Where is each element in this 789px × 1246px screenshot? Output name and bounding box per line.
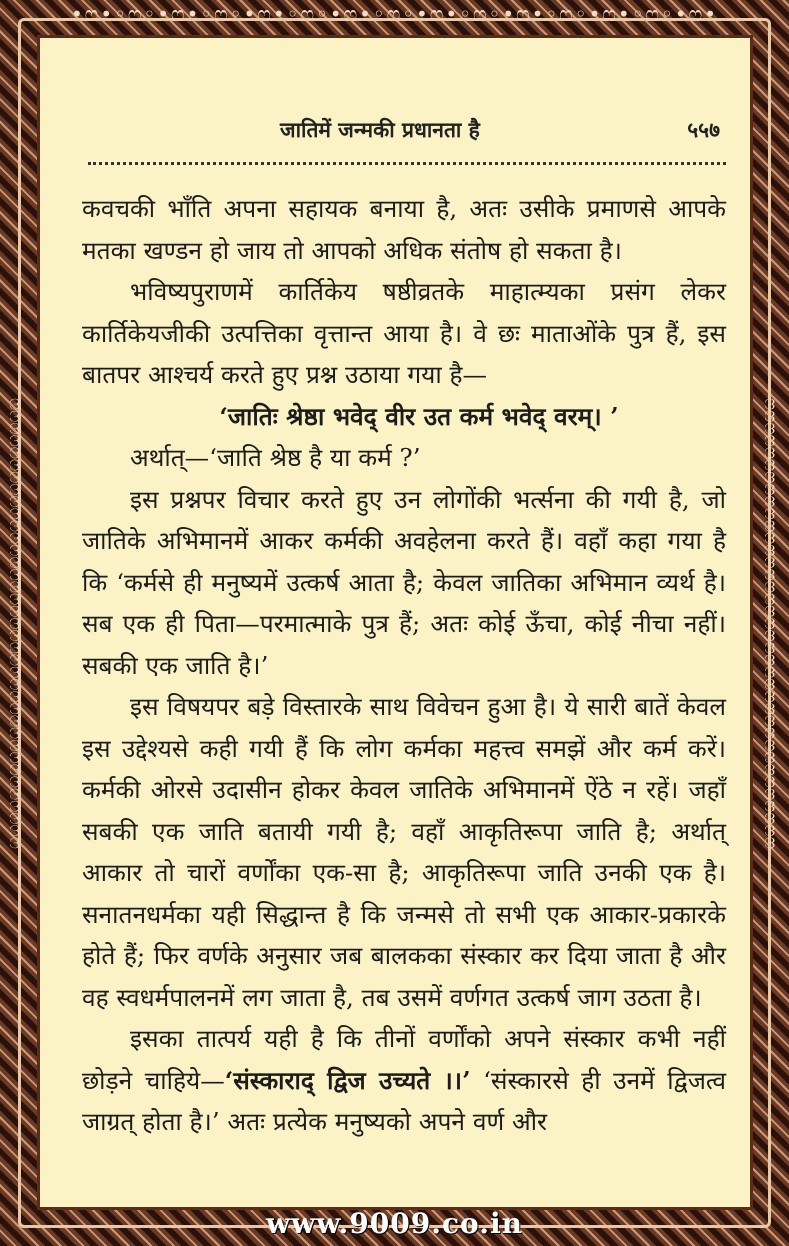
header-divider bbox=[88, 162, 726, 171]
page-header bbox=[40, 116, 750, 146]
quoted-verse: ‘संस्काराद् द्विज उच्यते ।।’ bbox=[224, 1065, 471, 1095]
top-ornament: •ෆ•◦ෆ◦•ෆ•◦ෆ◦•ෆ•◦ෆ◦•ෆ•◦ෆ◦•ෆ•◦ෆ◦•ෆ•◦ෆ◦•ෆ•◦ෆ◦•ෆ• bbox=[70, 2, 718, 26]
paragraph-text: ‘संस्कारसे ही उनमें द्विजत्व जाग्रत् होता है।’ अतः प्रत्येक मनुष्यको अपने वर्ण और bbox=[82, 1065, 727, 1136]
page-body bbox=[82, 188, 726, 1143]
page-number: ५५७ bbox=[687, 117, 720, 142]
paragraph bbox=[82, 1018, 726, 1143]
paragraph: भविष्यपुराणमें कार्तिकेय षष्ठीव्रतके माहात्म्यका प्रसंग लेकर कार्तिकेयजीकी उत्पत्तिका वृत्तान्त आया है। वे छः माताओंके पुत्र हैं, इस बातपर आश्चर्य करते हुए प्रश्न उठाया गया है— bbox=[82, 277, 726, 389]
book-page bbox=[37, 35, 753, 1210]
sanskrit-verse: ‘जातिः श्रेष्ठा भवेद् वीर उत कर्म भवेद् वरम्। ’ bbox=[219, 401, 619, 431]
page-title: जातिमें जन्मकी प्रधानता है bbox=[280, 117, 480, 142]
paragraph: अर्थात्—‘जाति श्रेष्ठ है या कर्म ?’ bbox=[130, 443, 421, 472]
website-url[interactable]: www.9009.co.in bbox=[266, 1207, 523, 1240]
paragraph: इस विषयपर बड़े विस्तारके साथ विवेचन हुआ है। ये सारी बातें केवल इस उद्देश्यसे कही गयी हैं कि लोग कर्मका महत्त्व समझें और कर्म करें। कर्मकी ओरसे उदासीन होकर केवल जातिके अभिमानमें ऐंठे न रहें। जहाँ सबकी एक जाति बतायी गयी है; वहाँ आकृतिरूपा जाति है; अर्थात् आकार तो चारों वर्णोंका एक-सा है; आकृतिरूपा जाति उनकी एक है। सनातनधर्मका यही सिद्धान्त है कि जन्मसे तो सभी एक आकार-प्रकारके होते हैं; फिर वर्णके अनुसार जब बालकका संस्कार कर दिया जाता है और वह स्वधर्मपालनमें लग जाता है, तब उसमें वर्णगत उत्कर्ष जाग उठता है। bbox=[82, 692, 726, 1012]
paragraph-text: इसका तात्पर्य यही है कि तीनों वर्णोंको अपने संस्कार कभी नहीं छोड़ने चाहिये— bbox=[82, 1024, 726, 1095]
paragraph: इस प्रश्नपर विचार करते हुए उन लोगोंकी भर्त्सना की गयी है, जो जातिके अभिमानमें आकर कर्मकी अवहेलना करते हैं। वहाँ कहा गया है कि ‘कर्मसे ही मनुष्यमें उत्कर्ष आता है; केवल जातिका अभिमान व्यर्थ है। सब एक ही पिता—परमात्माके पुत्र हैं; अतः कोई ऊँचा, कोई नीचा नहीं। सबकी एक जाति है।’ bbox=[82, 484, 726, 680]
right-ornament: ෆෆෆෆෆෆෆෆෆෆෆෆෆෆෆෆෆෆෆෆෆෆෆෆෆෆෆෆෆෆෆෆෆෆෆෆෆ bbox=[760, 397, 781, 849]
left-ornament: ෆෆෆෆෆෆෆෆෆෆෆෆෆෆෆෆෆෆෆෆෆෆෆෆෆෆෆෆෆෆෆෆෆෆෆෆෆ bbox=[5, 397, 26, 849]
paragraph: कवचकी भाँति अपना सहायक बनाया है, अतः उसीके प्रमाणसे आपके मतका खण्डन हो जाय तो आपको अधिक संतोष हो सकता है। bbox=[82, 194, 726, 265]
